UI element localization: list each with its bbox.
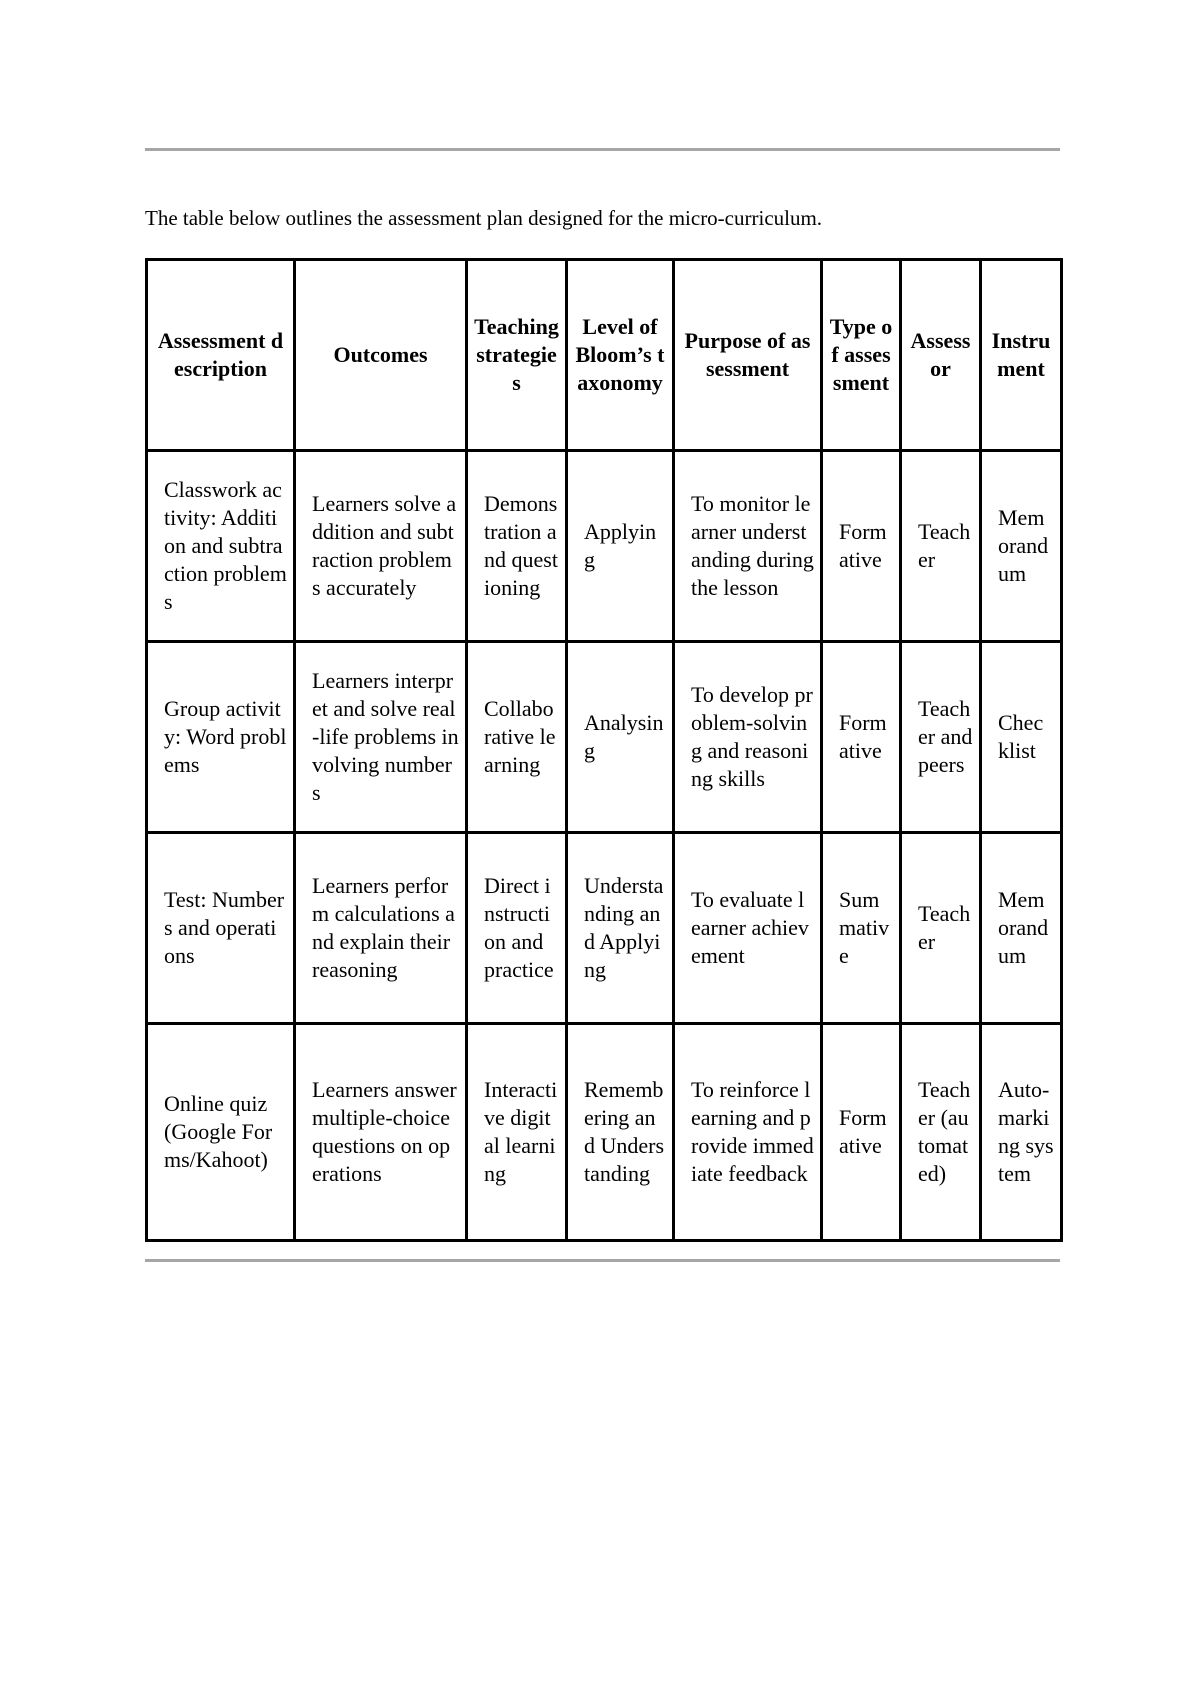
cell-assessor: Teacher and peers [901, 642, 981, 833]
cell-bloom: Applying [567, 451, 674, 642]
intro-paragraph: The table below outlines the assessment plan designed for the micro-curriculum. [145, 206, 823, 230]
cell-outcomes: Learners solve addition and subtraction problems accurately [295, 451, 467, 642]
cell-instrument: Auto-marking system [981, 1024, 1062, 1241]
cell-description: Test: Numbers and operations [147, 833, 295, 1024]
header-teaching-strategies: Teaching strategies [467, 260, 567, 451]
header-outcomes: Outcomes [295, 260, 467, 451]
cell-outcomes: Learners perform calculations and explain their reasoning [295, 833, 467, 1024]
table-row [147, 833, 1062, 1024]
cell-instrument: Memorandum [981, 833, 1062, 1024]
table-row [147, 451, 1062, 642]
bottom-horizontal-rule [145, 1259, 1060, 1262]
cell-purpose: To monitor learner understanding during the lesson [674, 451, 822, 642]
header-purpose: Purpose of assessment [674, 260, 822, 451]
cell-type: Formative [822, 642, 901, 833]
cell-instrument: Memorandum [981, 451, 1062, 642]
cell-outcomes: Learners answer multiple-choice questions on operations [295, 1024, 467, 1241]
cell-description: Classwork activity: Addition and subtraction problems [147, 451, 295, 642]
cell-assessor: Teacher [901, 451, 981, 642]
header-bloom-level: Level of Bloom’s taxonomy [567, 260, 674, 451]
cell-outcomes: Learners interpret and solve real-life problems involving numbers [295, 642, 467, 833]
cell-strategies: Demonstration and questioning [467, 451, 567, 642]
cell-bloom: Remembering and Understanding [567, 1024, 674, 1241]
table-row [147, 1024, 1062, 1241]
header-assessor: Assessor [901, 260, 981, 451]
cell-type: Formative [822, 1024, 901, 1241]
table-row [147, 642, 1062, 833]
header-type: Type of assessment [822, 260, 901, 451]
cell-strategies: Direct instruction and practice [467, 833, 567, 1024]
header-instrument: Instrument [981, 260, 1062, 451]
cell-bloom: Analysing [567, 642, 674, 833]
cell-assessor: Teacher (automated) [901, 1024, 981, 1241]
cell-strategies: Interactive digital learning [467, 1024, 567, 1241]
cell-description: Group activity: Word problems [147, 642, 295, 833]
cell-type: Formative [822, 451, 901, 642]
cell-bloom: Understanding and Applying [567, 833, 674, 1024]
cell-instrument: Checklist [981, 642, 1062, 833]
cell-description: Online quiz (Google Forms/Kahoot) [147, 1024, 295, 1241]
cell-purpose: To evaluate learner achievement [674, 833, 822, 1024]
cell-assessor: Teacher [901, 833, 981, 1024]
header-assessment-description: Assessment description [147, 260, 295, 451]
cell-purpose: To develop problem-solving and reasoning skills [674, 642, 822, 833]
top-horizontal-rule [145, 148, 1060, 151]
table-header-row [147, 260, 1062, 451]
cell-type: Summative [822, 833, 901, 1024]
cell-purpose: To reinforce learning and provide immediate feedback [674, 1024, 822, 1241]
assessment-plan-table [145, 258, 1063, 1242]
cell-strategies: Collaborative learning [467, 642, 567, 833]
